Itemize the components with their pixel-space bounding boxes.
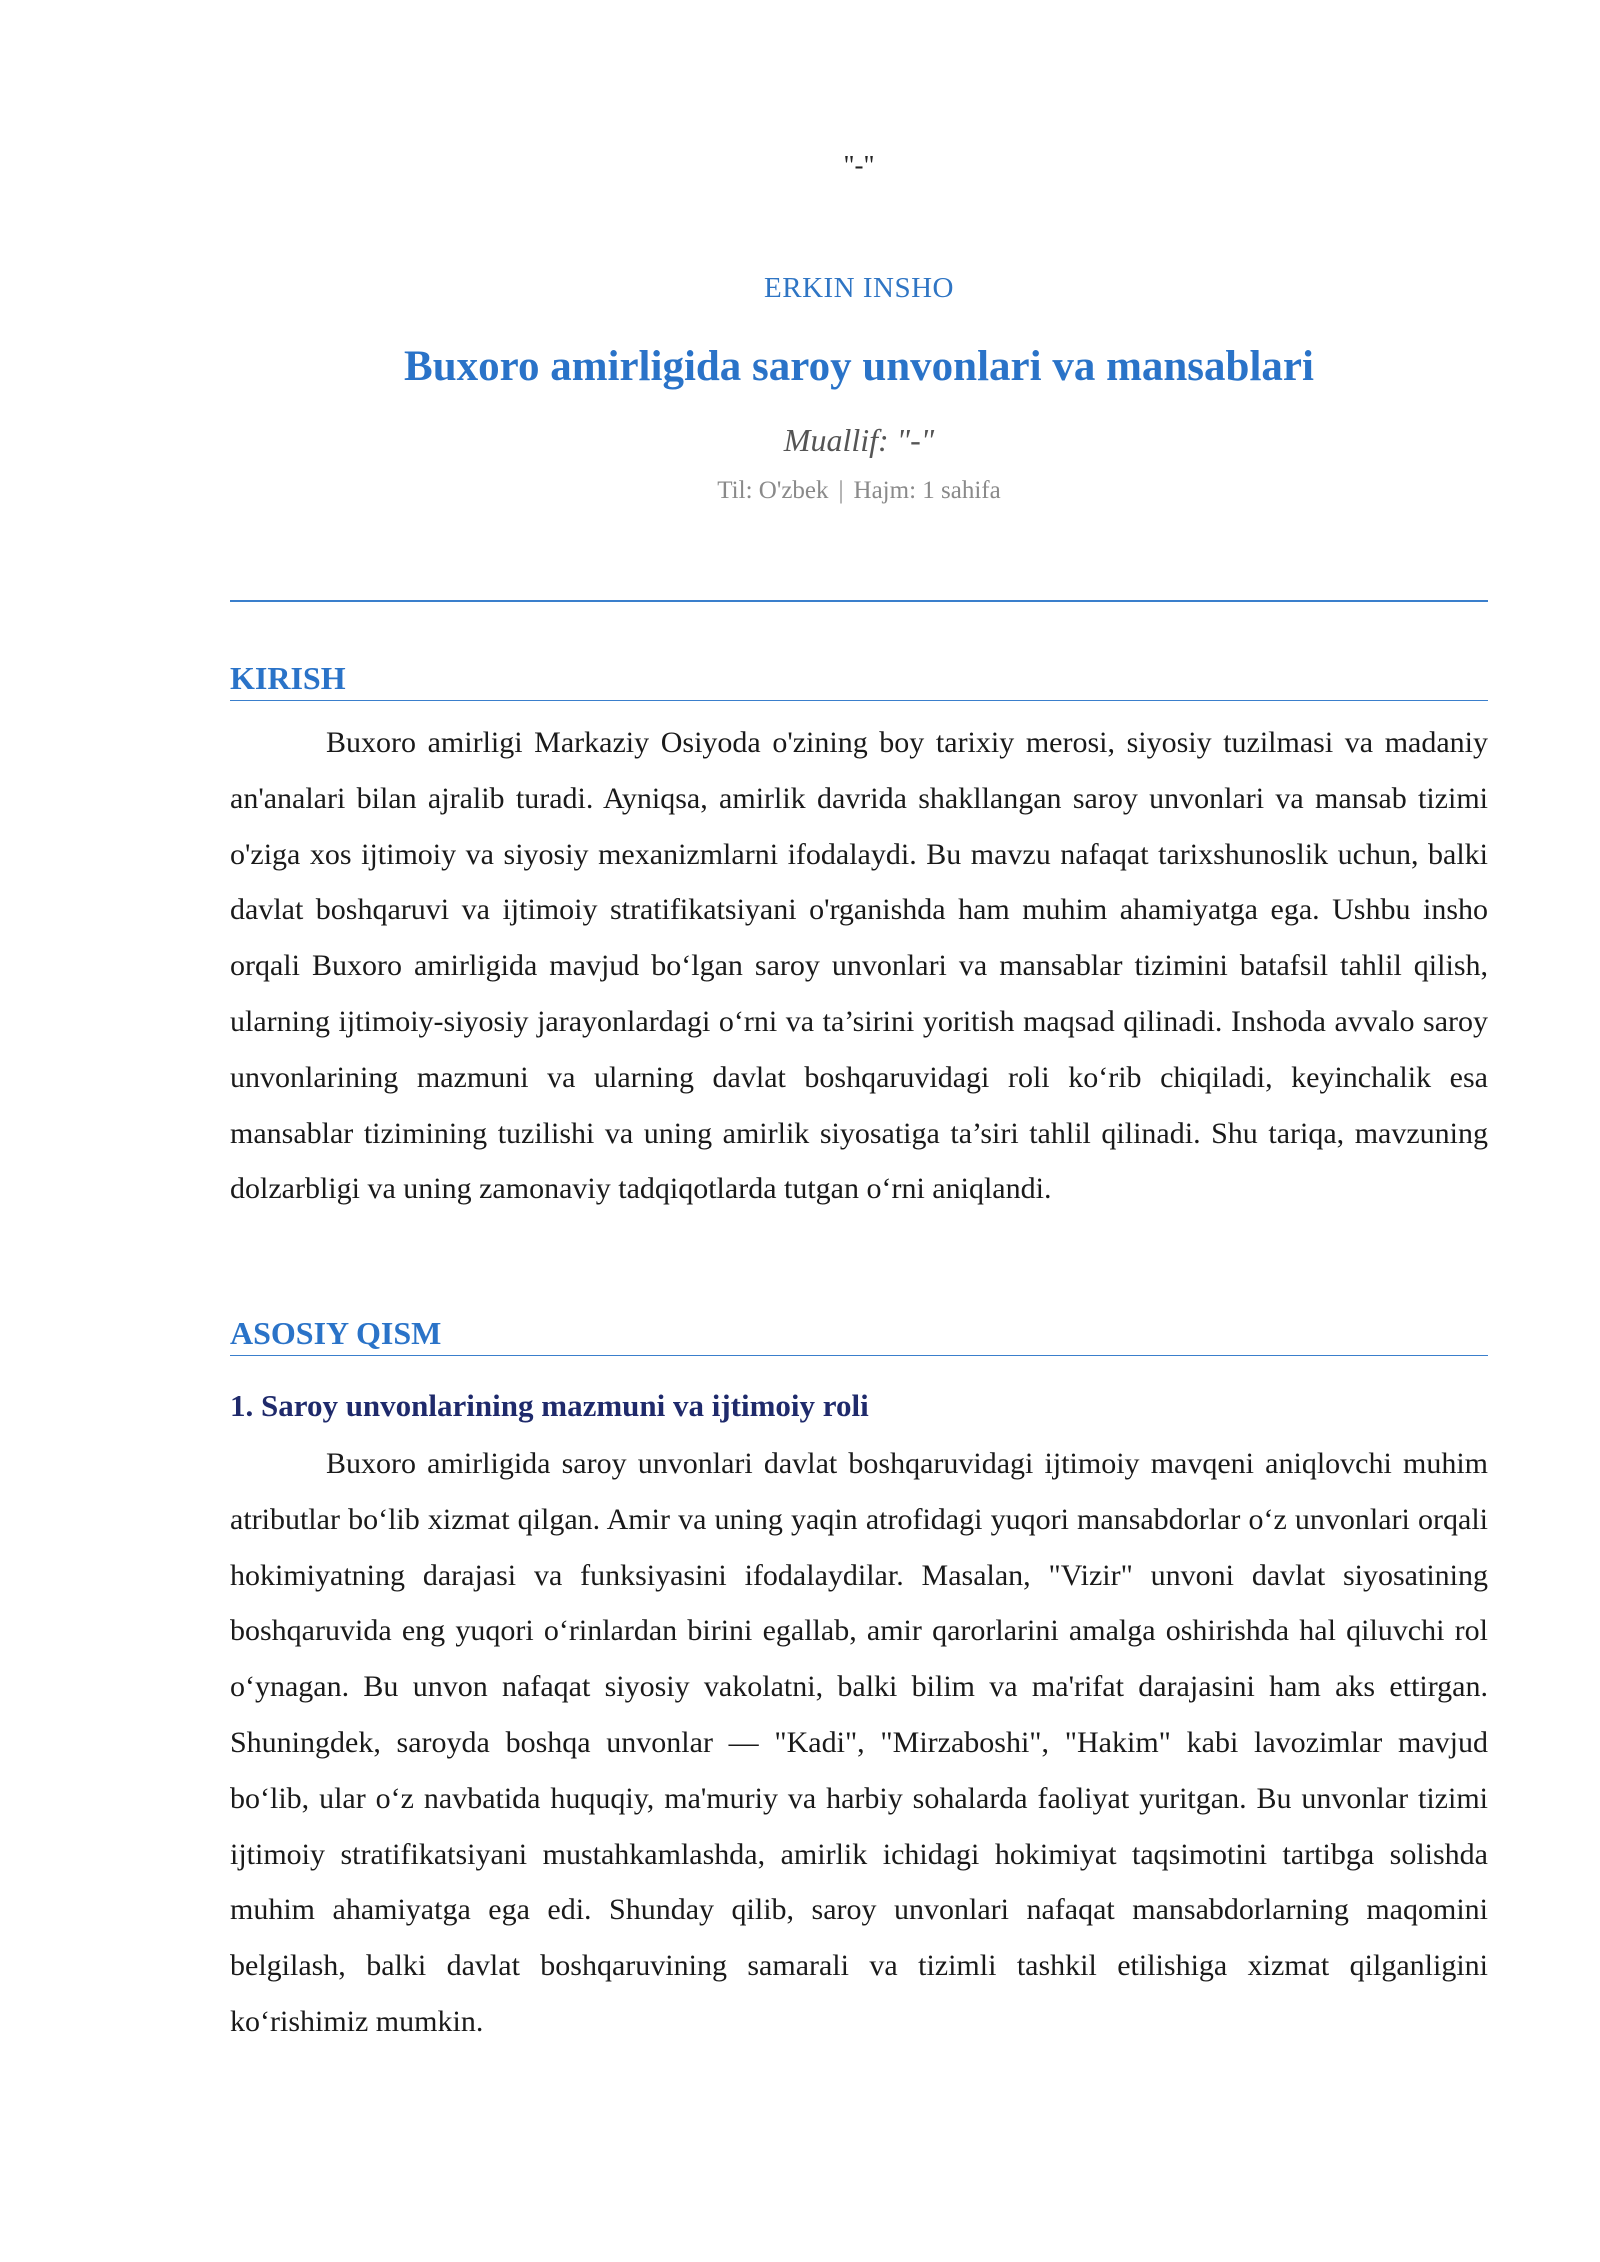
title-divider [230,600,1488,602]
language-label: Til: O'zbek [717,477,829,504]
author-line: Muallif: "-" [783,422,935,458]
intro-paragraph: Buxoro amirligi Markaziy Osiyoda o'zining boy tarixiy merosi, siyosiy tuzilmasi va madaniy an'analari bilan ajralib turadi. Ayniqsa, amirlik davrida shakllangan saroy unvonlari va mansab tizimi o'ziga xos ijtimoiy va siyosiy mexanizmlarni ifodalaydi. Bu mavzu nafaqat tarixshunoslik uchun, balki davlat boshqaruvi va ijtimoiy stratifikatsiyani o'rganishda ham muhim ahamiyatga ega. Ushbu insho orqali Buxoro amirligida mavjud bo‘lgan saroy unvonlari va mansablar tizimini batafsil tahlil qilish, ularning ijtimoiy-siyosiy jarayonlardagi o‘rni va ta’sirini yoritish maqsad qilinadi. Inshoda avvalo saroy unvonlarining mazmuni va ularning davlat boshqaruvidagi roli ko‘rib chiqiladi, keyinchalik esa mansablar tizimining tuzilishi va uning amirlik siyosatiga ta’siri tahlil qilinadi. Shu tariqa, mavzuning dolzarbligi va uning zamonaviy tadqiqotlarda tutgan o‘rni aniqlandi. [230,726,1488,1206]
meta-separator: | [838,477,844,504]
subsection-heading-1: 1. Saroy unvonlarining mazmuni va ijtimoiy roli [230,1388,869,1423]
document-top-mark: "-" [843,150,875,180]
section-heading-intro: KIRISH [230,658,1488,701]
document-title: Buxoro amirligida saroy unvonlari va mansablari [404,343,1314,390]
section-heading-main: ASOSIY QISM [230,1313,1488,1356]
essay-type-label: ERKIN INSHO [764,272,954,304]
subsection-1-paragraph: Buxoro amirligida saroy unvonlari davlat boshqaruvidagi ijtimoiy mavqeni aniqlovchi muhim atributlar bo‘lib xizmat qilgan. Amir va uning yaqin atrofidagi yuqori mansabdorlar o‘z unvonlari orqali hokimiyatning darajasi va funksiyasini ifodalaydilar. Masalan, "Vizir" unvoni davlat siyosatining boshqaruvida eng yuqori o‘rinlardan birini egallab, amir qarorlarini amalga oshirishda hal qiluvchi rol o‘ynagan. Bu unvon nafaqat siyosiy vakolatni, balki bilim va ma'rifat darajasini ham aks ettirgan. Shuningdek, saroyda boshqa unvonlar — "Kadi", "Mirzaboshi", "Hakim" kabi lavozimlar mavjud bo‘lib, ular o‘z navbatida huquqiy, ma'muriy va harbiy sohalarda faoliyat yuritgan. Bu unvonlar tizimi ijtimoiy stratifikatsiyani mustahkamlashda, amirlik ichidagi hokimiyat taqsimotini tartibga solishda muhim ahamiyatga ega edi. Shunday qilib, saroy unvonlari nafaqat mansabdorlarning maqomini belgilash, balki davlat boshqaruvining samarali va tizimli tashkil etilishiga xizmat qilganligini ko‘rishimiz mumkin. [230,1447,1488,2038]
volume-label: Hajm: 1 sahifa [853,477,1001,504]
document-meta [230,477,1488,505]
